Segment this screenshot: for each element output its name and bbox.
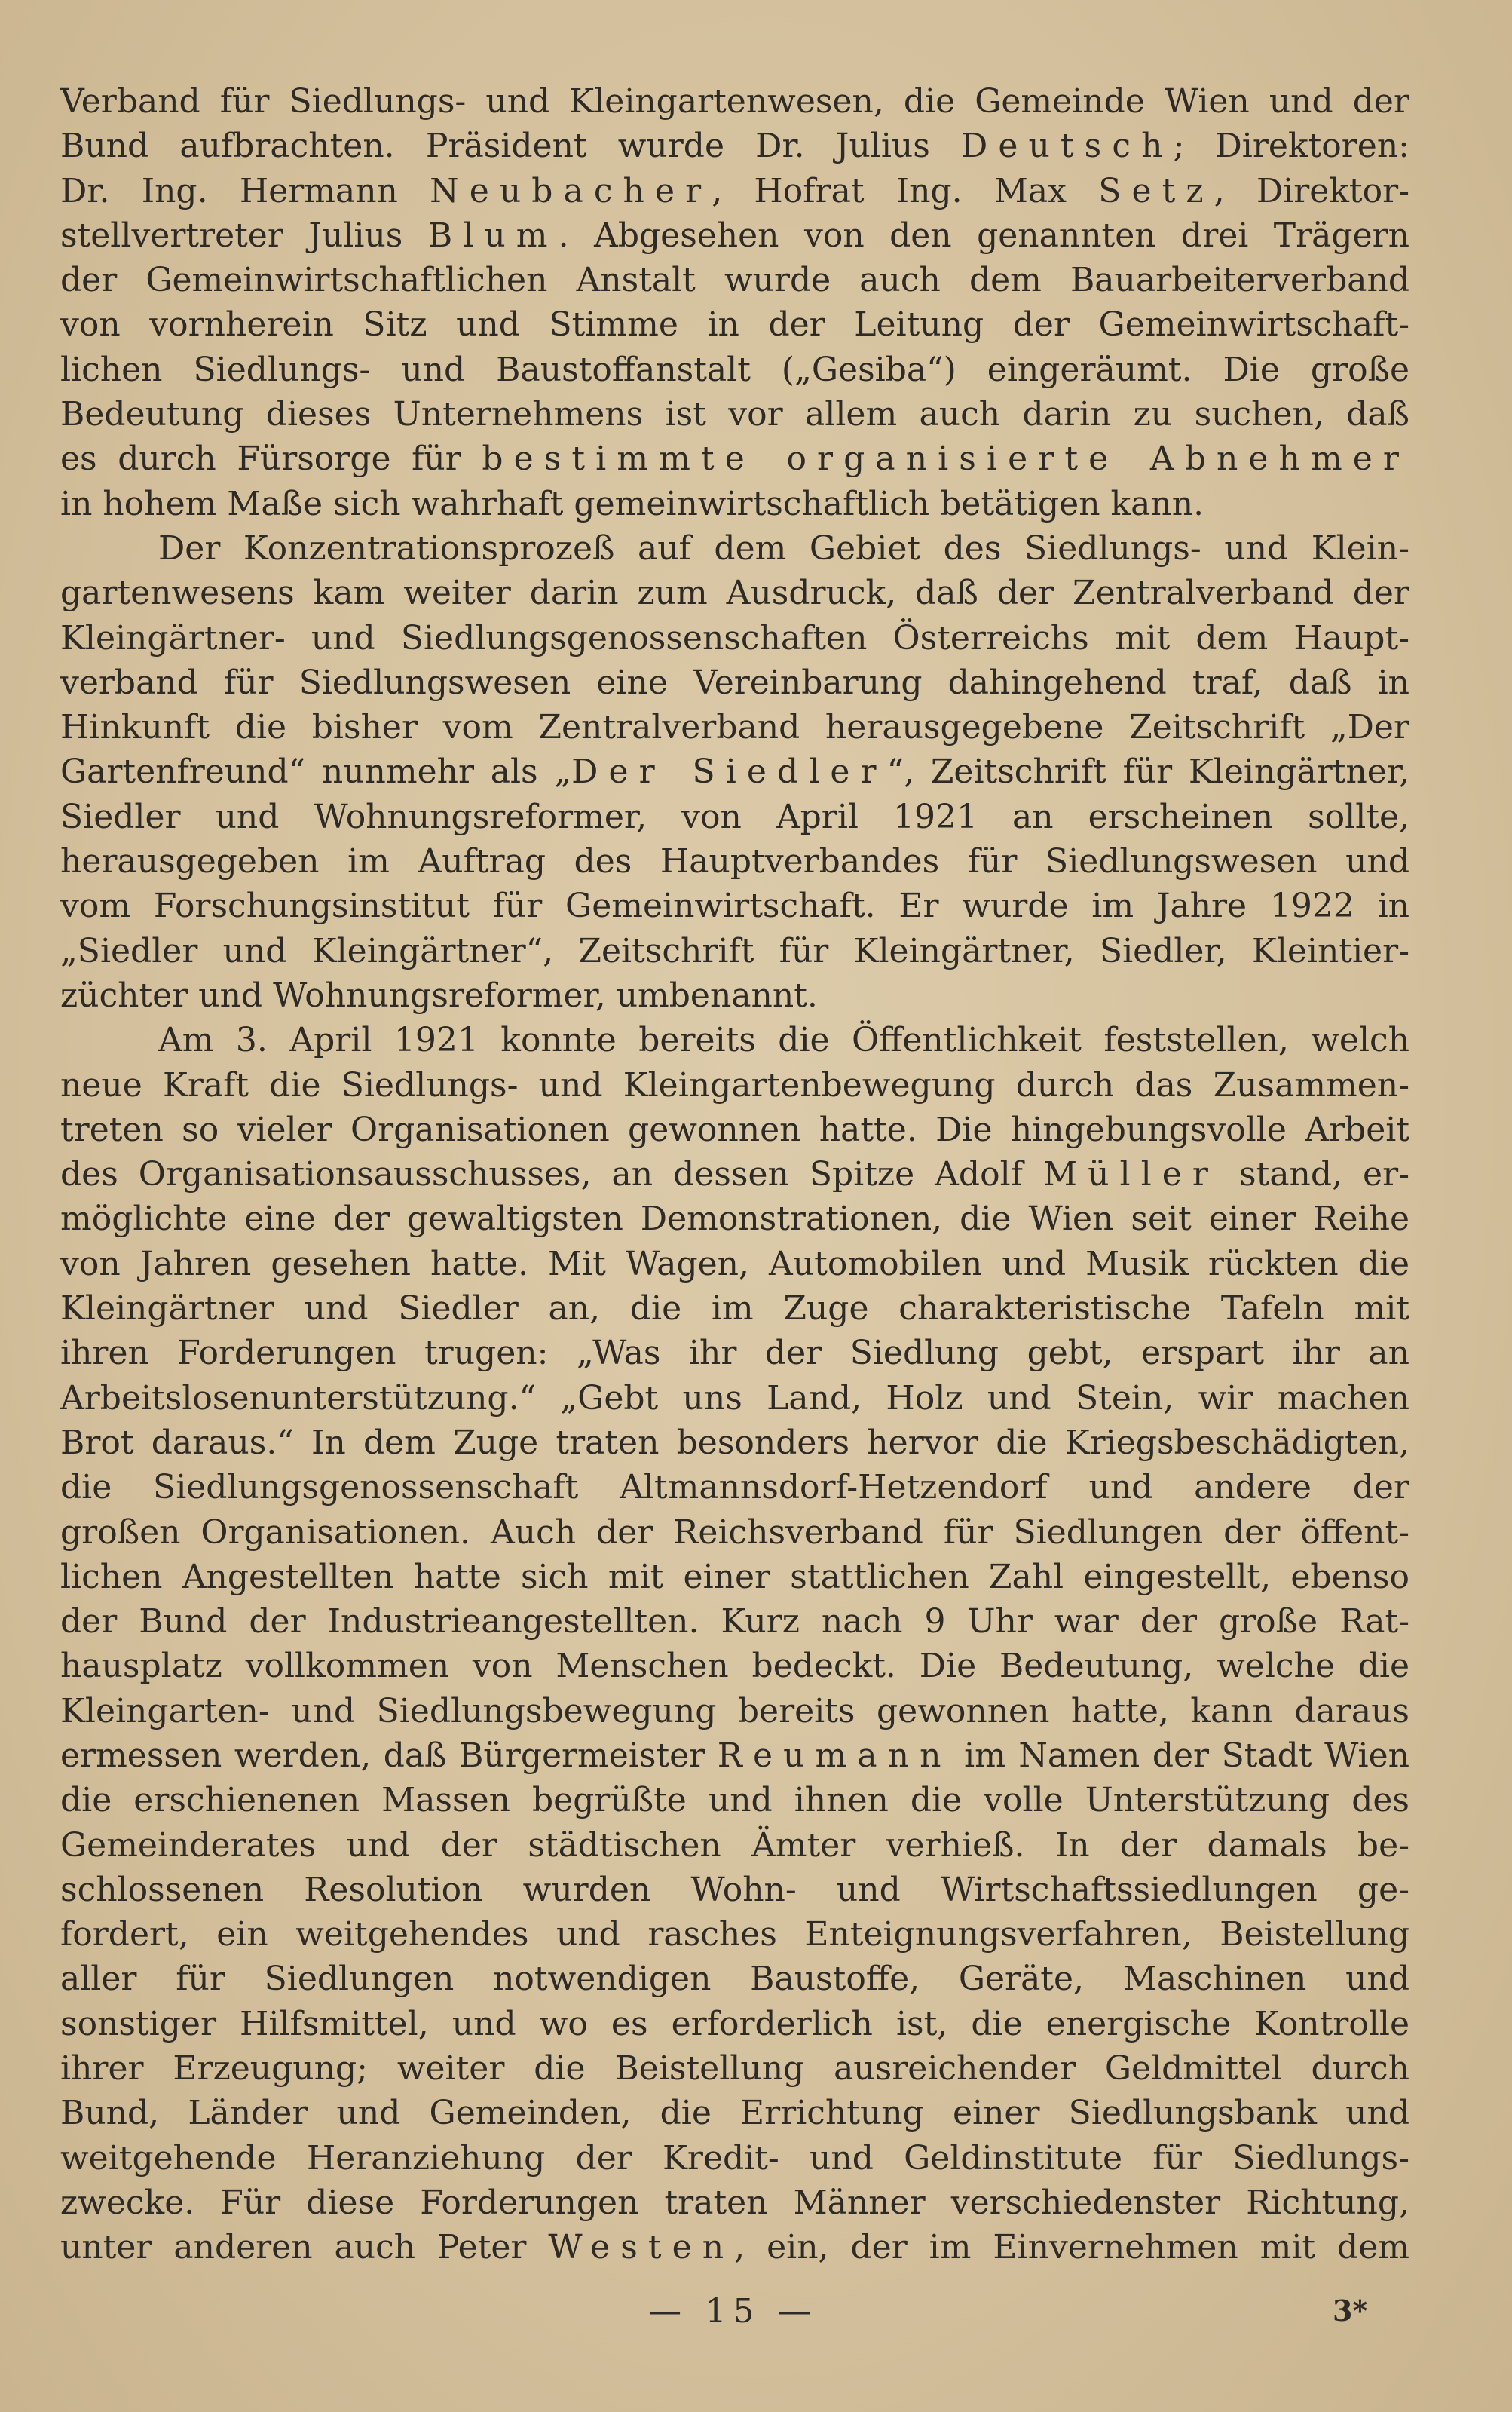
- text-line: [60, 2136, 1409, 2181]
- text-line: [60, 348, 1409, 392]
- text-run: fordert, ein weitgehendes und rasches Enteignungsverfahren, Beistellung: [60, 1915, 1409, 1954]
- spaced-name: Westen: [548, 2228, 735, 2267]
- text-run: lichen Angestellten hatte sich mit einer stattlichen Zahl eingestellt, ebenso: [60, 1557, 1409, 1596]
- text-run: vom Forschungsinstitut für Gemeinwirtschaft. Er wurde im Jahre 1922 in: [60, 887, 1409, 926]
- text-run: die Siedlungsgenossenschaft Altmannsdorf-Hetzendorf und andere der: [60, 1468, 1409, 1507]
- text-line: [60, 1376, 1409, 1421]
- text-line: [60, 1108, 1409, 1152]
- text-line: [60, 929, 1409, 973]
- text-line: [60, 1555, 1409, 1599]
- text-line: [60, 1868, 1409, 1912]
- spaced-name: Deutsch: [961, 127, 1174, 166]
- text-run: ermessen werden, daß Bürgermeister: [60, 1736, 718, 1775]
- text-line: [60, 124, 1409, 168]
- text-line: [60, 1465, 1409, 1509]
- text-run: aller für Siedlungen notwendigen Baustoffe, Geräte, Maschinen und: [60, 1960, 1409, 1999]
- text-line: [60, 1689, 1409, 1733]
- text-run: der Bund der Industrieangestellten. Kurz nach 9 Uhr war der große Rat-: [60, 1602, 1409, 1641]
- text-line: [60, 1510, 1409, 1555]
- text-run: herausgegeben im Auftrag des Hauptverbandes für Siedlungswesen und: [60, 842, 1409, 881]
- text-run: Bund, Länder und Gemeinden, die Errichtung einer Siedlungsbank und: [60, 2094, 1409, 2133]
- signature-mark: 3*: [1333, 2294, 1368, 2328]
- text-run: großen Organisationen. Auch der Reichsverband für Siedlungen der öffent-: [60, 1512, 1409, 1552]
- text-run: Der Konzentrationsprozeß auf dem Gebiet des Siedlungs- und Klein-: [158, 529, 1409, 568]
- text-line: [60, 1599, 1409, 1644]
- text-run: sonstiger Hilfsmittel, und wo es erforderlich ist, die energische Kontrolle: [60, 2004, 1409, 2043]
- text-line: [60, 482, 1409, 526]
- text-run: Dr. Ing. Hermann: [60, 171, 430, 210]
- text-line: [60, 1018, 1409, 1062]
- text-run: hausplatz vollkommen von Menschen bedeckt. Die Bedeutung, welche die: [60, 1647, 1409, 1686]
- text-line: [60, 2091, 1409, 2135]
- spaced-name: Neubacher: [430, 171, 712, 210]
- text-run: ihrer Erzeugung; weiter die Beistellung ausreichender Geldmittel durch: [60, 2049, 1409, 2089]
- text-run: „Siedler und Kleingärtner“, Zeitschrift für Kleingärtner, Siedler, Kleintier-: [60, 931, 1409, 970]
- text-run: stand, er-: [1219, 1155, 1409, 1194]
- text-run: von Jahren gesehen hatte. Mit Wagen, Automobilen und Musik rückten die: [60, 1244, 1409, 1283]
- spaced-name: Müller: [1042, 1155, 1220, 1194]
- text-run: Brot daraus.“ In dem Zuge traten besonders hervor die Kriegsbeschädigten,: [60, 1423, 1409, 1462]
- text-line: [60, 213, 1409, 258]
- text-run: Gemeinderates und der städtischen Ämter verhieß. In der damals be-: [60, 1825, 1409, 1865]
- paragraph: [60, 1018, 1409, 2269]
- text-run: unter anderen auch Peter: [60, 2228, 549, 2267]
- text-run: Kleingärtner und Siedler an, die im Zuge charakteristische Tafeln mit: [60, 1289, 1409, 1329]
- text-run: möglichte eine der gewaltigsten Demonstrationen, die Wien seit einer Reihe: [60, 1200, 1409, 1239]
- text-line: [60, 258, 1409, 302]
- text-run: Hinkunft die bisher vom Zentralverband herausgegebene Zeitschrift „Der: [60, 708, 1409, 747]
- text-line: [60, 1823, 1409, 1868]
- spaced-name: Der Siedler: [571, 752, 887, 792]
- spaced-name: Blum: [427, 216, 559, 255]
- text-line: [60, 392, 1409, 437]
- text-run: stellvertreter Julius: [60, 216, 428, 255]
- text-run: züchter und Wohnungsreformer, umbenannt.: [60, 976, 818, 1015]
- text-line: [60, 1644, 1409, 1688]
- paragraph: [60, 79, 1409, 526]
- text-run: “, Zeitschrift für Kleingärtner,: [886, 752, 1410, 792]
- text-run: der Gemeinwirtschaftlichen Anstalt wurde auch dem Bauarbeiterverband: [60, 261, 1409, 300]
- text-line: [60, 2225, 1409, 2269]
- text-run: Am 3. April 1921 konnte bereits die Öffentlichkeit feststellen, welch: [158, 1021, 1409, 1060]
- text-line: [60, 2002, 1409, 2046]
- text-line: [60, 79, 1409, 124]
- body-text: [60, 79, 1409, 2270]
- text-line: [60, 1421, 1409, 1465]
- text-run: Kleingarten- und Siedlungsbewegung bereits gewonnen hatte, kann daraus: [60, 1691, 1409, 1730]
- text-run: . Abgesehen von den genannten drei Trägern: [558, 216, 1409, 255]
- text-line: [60, 1331, 1409, 1375]
- text-line: [60, 526, 1409, 571]
- text-line: [60, 705, 1409, 749]
- spaced-name: Setz: [1098, 171, 1214, 210]
- page-footer: [0, 2292, 1512, 2337]
- text-run: die erschienenen Massen begrüßte und ihnen die volle Unterstützung des: [60, 1781, 1409, 1820]
- text-run: Siedler und Wohnungsreformer, von April 1921 an erscheinen sollte,: [60, 797, 1409, 836]
- text-run: Gartenfreund“ nunmehr als „: [60, 752, 572, 792]
- text-run: gartenwesens kam weiter darin zum Ausdruck, daß der Zentralverband der: [60, 574, 1409, 613]
- text-line: [60, 1152, 1409, 1197]
- text-line: [60, 437, 1409, 481]
- spaced-name: Reumann: [717, 1736, 952, 1775]
- text-line: [60, 795, 1409, 839]
- text-run: verband für Siedlungswesen eine Vereinbarung dahingehend traf, daß in: [60, 663, 1409, 702]
- text-run: treten so vieler Organisationen gewonnen hatte. Die hingebungsvolle Arbeit: [60, 1110, 1409, 1149]
- text-line: [60, 1286, 1409, 1331]
- text-run: zwecke. Für diese Forderungen traten Männer verschiedenster Richtung,: [60, 2183, 1409, 2222]
- text-run: es durch Fürsorge für: [60, 440, 482, 479]
- text-run: des Organisationsausschusses, an dessen Spitze Adolf: [60, 1155, 1043, 1194]
- text-run: von vornherein Sitz und Stimme in der Leitung der Gemeinwirtschaft-: [60, 305, 1409, 345]
- text-line: [60, 839, 1409, 884]
- text-line: [60, 2181, 1409, 2225]
- text-run: Kleingärtner- und Siedlungsgenossenschaften Österreichs mit dem Haupt-: [60, 618, 1409, 657]
- text-line: [60, 884, 1409, 928]
- text-line: [60, 616, 1409, 660]
- page-number: — 15 —: [648, 2292, 818, 2331]
- text-line: [60, 1197, 1409, 1241]
- text-line: [60, 1063, 1409, 1108]
- text-line: [60, 1778, 1409, 1822]
- text-line: [60, 1242, 1409, 1286]
- text-run: ; Direktoren:: [1173, 127, 1409, 166]
- text-run: weitgehende Heranziehung der Kredit- und Geldinstitute für Siedlungs-: [60, 2138, 1409, 2178]
- text-run: neue Kraft die Siedlungs- und Kleingartenbewegung durch das Zusammen-: [60, 1065, 1409, 1105]
- text-line: [60, 1957, 1409, 2001]
- text-line: [60, 973, 1409, 1018]
- spaced-name: bestimmte organisierte Abnehmer: [482, 440, 1409, 479]
- text-run: in hohem Maße sich wahrhaft gemeinwirtschaftlich betätigen kann.: [60, 484, 1204, 523]
- text-run: , Hofrat Ing. Max: [712, 171, 1099, 210]
- text-line: [60, 660, 1409, 705]
- text-line: [60, 1733, 1409, 1778]
- text-line: [60, 1912, 1409, 1957]
- text-run: , ein, der im Einvernehmen mit dem: [734, 2228, 1409, 2267]
- text-run: schlossenen Resolution wurden Wohn- und Wirtschaftssiedlungen ge-: [60, 1870, 1409, 1909]
- text-run: , Direktor-: [1214, 171, 1409, 210]
- text-line: [60, 2046, 1409, 2091]
- text-run: Verband für Siedlungs- und Kleingartenwesen, die Gemeinde Wien und der: [60, 82, 1409, 121]
- text-run: Bund aufbrachten. Präsident wurde Dr. Julius: [60, 127, 962, 166]
- text-line: [60, 169, 1409, 213]
- text-line: [60, 571, 1409, 615]
- paragraph: [60, 526, 1409, 1018]
- text-run: im Namen der Stadt Wien: [951, 1736, 1409, 1775]
- text-line: [60, 749, 1409, 794]
- text-run: lichen Siedlungs- und Baustoffanstalt („Gesiba“) eingeräumt. Die große: [60, 350, 1409, 389]
- text-run: Bedeutung dieses Unternehmens ist vor allem auch darin zu suchen, daß: [60, 395, 1409, 434]
- text-run: Arbeitslosenunterstützung.“ „Gebt uns Land, Holz und Stein, wir machen: [60, 1378, 1409, 1417]
- text-run: ihren Forderungen trugen: „Was ihr der Siedlung gebt, erspart ihr an: [60, 1334, 1409, 1373]
- text-line: [60, 302, 1409, 347]
